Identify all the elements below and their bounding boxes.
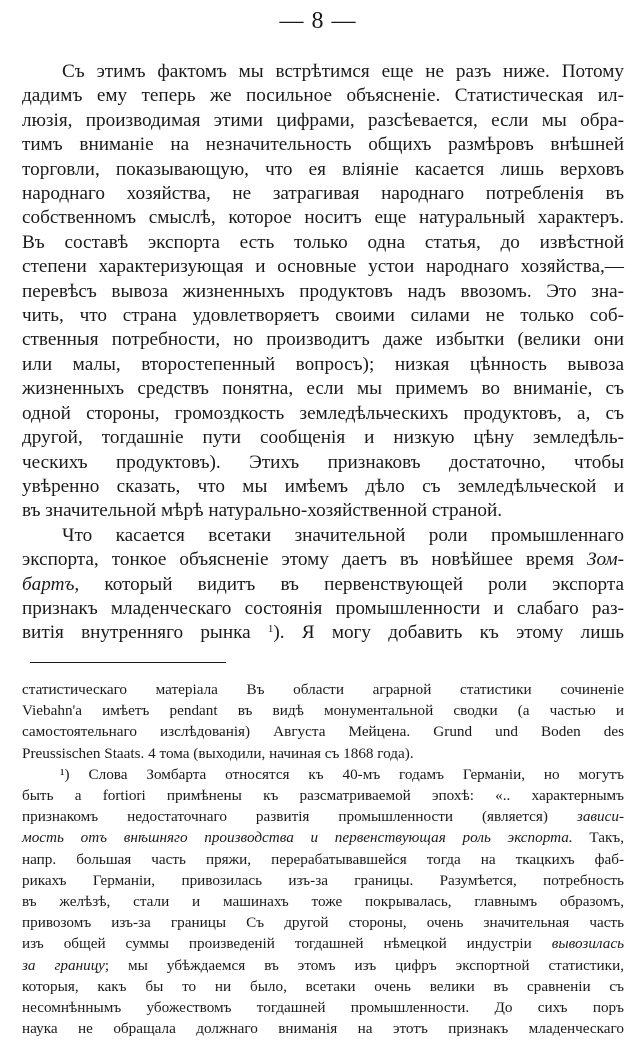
body-line: собственномъ смыслѣ, которое носитъ еще натуральный характеръ. — [22, 207, 624, 229]
body-line: дадимъ ему теперь же посильное объясненіе. Статистическая ил- — [22, 85, 624, 107]
body-line: ческихъ продуктовъ). Этихъ признаковъ достаточно, чтобы — [22, 451, 624, 473]
footnote-line: несомнѣннымъ убожествомъ тогдашней промышленности. До сихъ поръ — [22, 999, 624, 1017]
body-line: перевѣсъ вывоза жизненныхъ продуктовъ надъ ввозомъ. Это зна- — [22, 280, 624, 302]
main-text — [22, 60, 624, 646]
footnote-line: напр. большая часть пряжи, перерабатывавшейся тогда на ткацкихъ фаб- — [22, 850, 624, 868]
footnote-line: признакомъ недостаточнаго развитія промышленности (является) зависи- — [22, 808, 625, 826]
body-line: Что касается всетаки значительной роли промышленнаго — [62, 524, 624, 546]
footnote-line: быть a fortiori примѣнены къ разсматриваемой эпохѣ: «.. характернымъ — [22, 787, 624, 805]
body-line: ственныя потребности, но производитъ даже избытки (велики они — [22, 329, 624, 351]
footnotes — [22, 679, 624, 1039]
body-line: торговли, показывающую, что ея вліяніе касается лишь верховъ — [22, 158, 624, 180]
footnote-line: въ желѣзѣ, стали и машинахъ тоже покрывалась, главнымъ образомъ, — [22, 893, 624, 911]
footnote-line: статистическаго матеріала Въ области аграрной статистики сочиненіе — [22, 681, 624, 698]
footnote-line: за границу; мы убѣждаемся въ этомъ изъ цифръ экспортной статистики, — [22, 956, 624, 974]
footnote-line: наука не обращала должнаго вниманія на этотъ признакъ младенческаго — [22, 1020, 624, 1038]
body-line: въ значительной мѣрѣ натурально-хозяйственной страной. — [22, 500, 503, 522]
body-line: бартъ, который видитъ въ первенствующей роли экспорта — [22, 573, 624, 595]
body-line: люзія, производимая этими цифрами, разсѣевается, если мы обра- — [22, 109, 624, 131]
footnote-line: мость отъ внѣшняго производства и первенствующая роль экспорта. Такъ, — [22, 829, 624, 847]
body-line: жизненныхъ средствъ понятна, если мы примемъ во вниманіе, съ — [22, 378, 624, 400]
body-line: народнаго хозяйства, не затрагивая народнаго потребленія въ — [22, 183, 624, 205]
footnote-line: привозомъ изъ-за границы Съ другой стороны, очень значительная часть — [22, 914, 624, 932]
footnote-line: ¹) Слова Зомбарта относятся къ 40-мъ годамъ Германіи, но могутъ — [60, 765, 624, 783]
body-line: тимъ вниманіе на незначительность общихъ размѣровъ внѣшней — [22, 134, 624, 156]
body-line: другой, тогдашніе пути сообщенія и низкую цѣну земледѣль- — [22, 427, 624, 449]
footnote-line: Viebahn'а имѣетъ pendant въ видѣ монументальной сводки (а частью и — [22, 702, 624, 720]
footnote-line: Preussischen Staats. 4 тома (выходили, начиная съ 1868 года). — [22, 744, 414, 762]
body-line: признакъ младенческаго состоянія промышленности и слабаго раз- — [22, 597, 624, 619]
body-line: или малы, второстепенный вопросъ); низкая цѣнность вывоза — [22, 353, 624, 375]
body-line: чить, что страна удовлетворяетъ своими силами не только соб- — [22, 305, 624, 327]
author-name: бартъ — [22, 573, 75, 595]
page-number: — 8 — — [279, 8, 357, 34]
footnote-line: изъ общей суммы произведеній тогдашней нѣмецкой индустріи вывозилась — [22, 935, 624, 953]
footnote-line: рикахъ Германіи, привозилась изъ-за границы. Разумѣется, потребность — [22, 871, 624, 889]
author-name: Зом- — [587, 549, 625, 571]
body-line: степени характеризующая и основные устои народнаго хозяйства,— — [22, 256, 624, 278]
footnote-line: которыя, какъ бы то ни было, всетаки очень велики въ сравненіи съ — [22, 977, 624, 995]
body-line: увѣренно сказать, что мы имѣемъ дѣло съ земледѣльческой и — [22, 475, 624, 497]
footnote-marker: 1 — [267, 623, 274, 636]
body-line: одной стороны, громоздкость земледѣльческихъ продуктовъ, а, съ — [22, 402, 624, 424]
body-line: Въ составѣ экспорта есть только одна статья, до извѣстной — [22, 231, 624, 253]
body-line: витія внутренняго рынка $^1$). Я могу добавить къ этому лишь — [22, 622, 624, 644]
footnote-line: самостоятельнаго изслѣдованія) Августа Мейцена. Grund und Boden des — [22, 723, 624, 741]
body-line: экспорта, тонкое объясненіе этому даетъ въ новѣйшее время Зом- — [22, 549, 625, 571]
footnote-number: ¹) — [60, 765, 70, 783]
body-line: Съ этимъ фактомъ мы встрѣтимся еще не разъ ниже. Потому — [62, 61, 624, 82]
footnote-separator — [30, 662, 226, 663]
